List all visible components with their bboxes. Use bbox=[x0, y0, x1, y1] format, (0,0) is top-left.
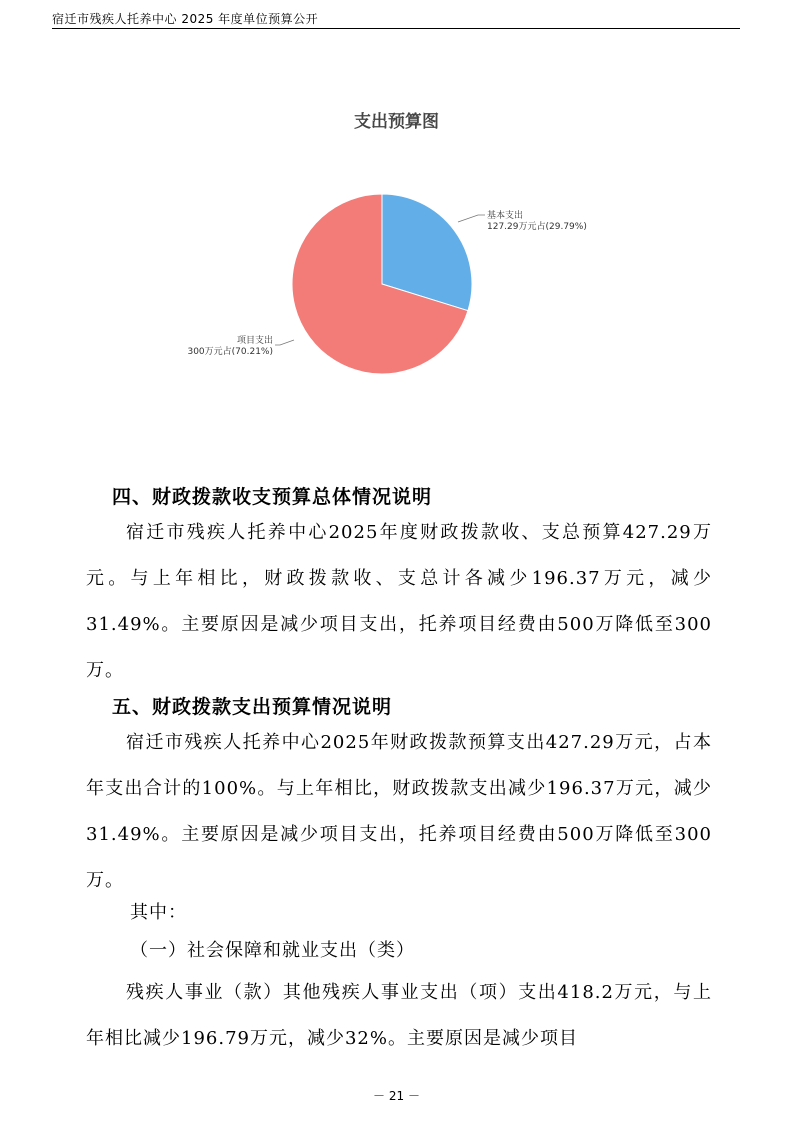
detail-body: 残疾人事业（款）其他残疾人事业支出（项）支出418.2万元，与上年相比减少196.79万元，减少32%。主要原因是减少项目 bbox=[86, 982, 712, 1049]
header-title: 宿迁市残疾人托养中心 2025 年度单位预算公开 bbox=[52, 12, 319, 26]
leader-line-basic bbox=[458, 215, 485, 222]
page-header bbox=[52, 8, 740, 29]
pie-chart bbox=[160, 180, 630, 390]
among-label: 其中： bbox=[130, 902, 187, 923]
slice-label-project-name: 项目支出 bbox=[236, 336, 273, 346]
page-number: － 21 － bbox=[373, 1089, 420, 1103]
section-5-heading: 五、财政拨款支出预算情况说明 bbox=[112, 696, 393, 718]
section-5-body: 宿迁市残疾人托养中心2025年财政拨款预算支出427.29万元，占本年支出合计的100%。与上年相比，财政拨款支出减少196.37万元，减少31.49%。主要原因是减少项目支出，托养项目经费由500万降低至300万。 bbox=[86, 732, 712, 891]
slice-label-project-value: 300万元占(70.21%) bbox=[187, 347, 273, 357]
slice-label-basic-name: 基本支出 bbox=[487, 211, 524, 221]
slice-label-basic-value: 127.29万元占(29.79%) bbox=[487, 222, 587, 232]
leader-line-project bbox=[275, 340, 294, 345]
section-4-heading: 四、财政拨款收支预算总体情况说明 bbox=[112, 486, 433, 508]
category-line: （一）社会保障和就业支出（类） bbox=[130, 940, 415, 961]
chart-title: 支出预算图 bbox=[354, 112, 439, 132]
section-4-body: 宿迁市残疾人托养中心2025年度财政拨款收、支总预算427.29万元。与上年相比，财政拨款收、支总计各减少196.37万元，减少31.49%。主要原因是减少项目支出，托养项目经费由500万降低至300万。 bbox=[86, 522, 712, 681]
